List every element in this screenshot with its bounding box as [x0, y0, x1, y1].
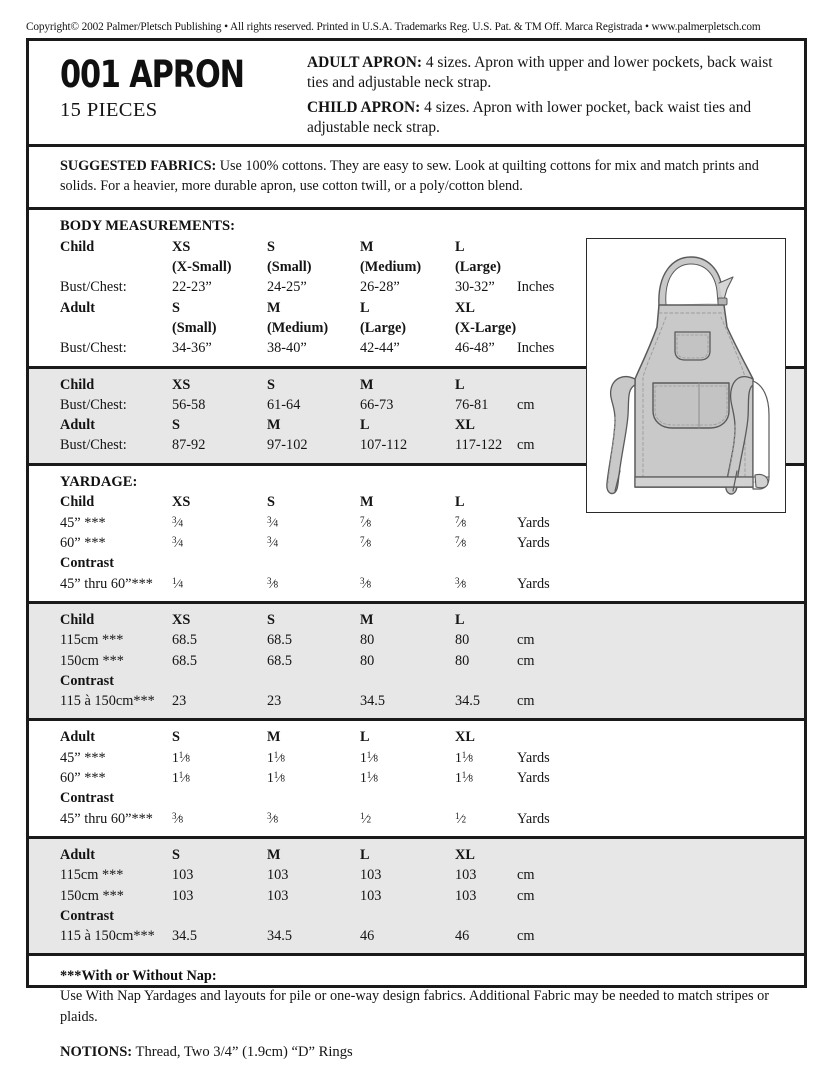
notions-line — [60, 1044, 782, 1061]
cell-value: 107-112 — [360, 437, 408, 454]
row-label: 115cm *** — [60, 867, 124, 884]
cell-value: $^1⁄_2$ — [360, 810, 372, 826]
size-header: M — [267, 846, 281, 863]
unit-label: Yards — [517, 770, 550, 787]
cell-value: 103 — [267, 867, 289, 884]
contrast-label: Contrast — [60, 907, 115, 924]
cell-value: 80 — [455, 652, 470, 669]
cell-value: $^7⁄_8$ — [360, 514, 372, 530]
cell-value: 103 — [360, 867, 382, 884]
row-label: 45” thru 60”*** — [60, 810, 153, 827]
size-header-full: (X-Small) — [172, 259, 232, 276]
size-header: M — [360, 238, 374, 255]
cell-value: 76-81 — [455, 396, 489, 413]
notions-label: NOTIONS: — [60, 1043, 133, 1060]
cell-value: $1^1⁄_8$ — [455, 749, 473, 765]
row-label: Bust/Chest: — [60, 437, 127, 454]
table-row — [29, 574, 804, 594]
size-header: XS — [172, 611, 191, 628]
yardage-adult-yards-section — [29, 721, 804, 835]
yardage-heading: YARDAGE: — [60, 473, 138, 490]
row-label: Adult — [60, 417, 95, 434]
cell-value: 80 — [455, 632, 470, 649]
suggested-fabrics-band — [29, 147, 804, 207]
cell-value: 34.5 — [455, 693, 481, 710]
row-label: Bust/Chest: — [60, 340, 127, 357]
row-label: Child — [60, 494, 95, 511]
unit-label: cm — [517, 928, 535, 945]
row-label — [60, 318, 172, 338]
table-row — [29, 768, 804, 788]
row-label: 45” *** — [60, 749, 106, 766]
cell-value: 80 — [360, 652, 375, 669]
cell-value: $^1⁄_4$ — [172, 575, 184, 591]
cell-value: 66-73 — [360, 396, 394, 413]
size-header: S — [267, 494, 275, 511]
nap-text: Use With Nap Yardages and layouts for pile or one-way design fabrics. Additional Fabric may be needed to match stripes or plaids. — [60, 988, 770, 1026]
cell-value: $^3⁄_4$ — [172, 535, 184, 551]
cell-value: 34.5 — [360, 693, 386, 710]
cell-value: $^3⁄_4$ — [267, 535, 279, 551]
size-header: M — [360, 376, 374, 393]
row-label: Adult — [60, 299, 95, 316]
cell-value: 68.5 — [267, 632, 293, 649]
cell-value: 46 — [455, 928, 470, 945]
cell-value: $^1⁄_2$ — [455, 810, 467, 826]
child-apron-description — [307, 98, 786, 137]
cell-value: 24-25” — [267, 279, 307, 296]
child-apron-text: 4 sizes. Apron with lower pocket, back waist ties and adjustable neck strap. — [307, 99, 752, 137]
cell-value: 23 — [172, 693, 187, 710]
cell-value: 103 — [172, 887, 194, 904]
table-row — [29, 630, 804, 650]
cell-value: $1^1⁄_8$ — [360, 770, 378, 786]
unit-label: cm — [517, 632, 535, 649]
cell-value: $1^1⁄_8$ — [172, 770, 190, 786]
cell-value: 68.5 — [172, 652, 198, 669]
cell-value: 46-48” — [455, 340, 495, 357]
table-row — [29, 748, 804, 768]
cell-value: $1^1⁄_8$ — [360, 749, 378, 765]
cell-value: 87-92 — [172, 437, 206, 454]
piece-count: 15 PIECES — [60, 99, 158, 121]
size-header: M — [267, 299, 281, 316]
row-label — [60, 257, 172, 277]
suggested-fabrics-text — [60, 156, 782, 197]
table-row — [29, 809, 804, 829]
unit-label: cm — [517, 396, 535, 413]
cell-value: $^3⁄_8$ — [172, 810, 184, 826]
contrast-label: Contrast — [60, 790, 115, 807]
row-label: Bust/Chest: — [60, 279, 127, 296]
size-header: S — [172, 729, 180, 746]
cell-value: $1^1⁄_8$ — [172, 749, 190, 765]
size-header-full: (Small) — [267, 259, 312, 276]
table-row — [29, 533, 804, 553]
row-label: Child — [60, 611, 95, 628]
cell-value: 103 — [455, 887, 477, 904]
table-row — [29, 727, 804, 747]
cell-value: 38-40” — [267, 340, 307, 357]
size-header: S — [172, 299, 180, 316]
unit-label: Yards — [517, 514, 550, 531]
size-header: M — [267, 417, 281, 434]
size-header-full: (Medium) — [267, 319, 329, 336]
cell-value: 103 — [360, 887, 382, 904]
apron-technical-drawing — [587, 239, 784, 511]
cell-value: $^3⁄_8$ — [360, 575, 372, 591]
size-header: L — [455, 494, 465, 511]
cell-value: 61-64 — [267, 396, 301, 413]
row-label: 150cm *** — [60, 887, 124, 904]
unit-label: Yards — [517, 535, 550, 552]
yardage-child-cm-section — [29, 604, 804, 718]
cell-value: $^3⁄_8$ — [267, 810, 279, 826]
size-header: XL — [455, 846, 475, 863]
table-row — [29, 865, 804, 885]
cell-value: 68.5 — [267, 652, 293, 669]
unit-label: Yards — [517, 810, 550, 827]
notes-band — [29, 956, 804, 1068]
size-header: XL — [455, 729, 475, 746]
size-header: M — [360, 611, 374, 628]
cell-value: 42-44” — [360, 340, 400, 357]
unit-label: Yards — [517, 575, 550, 592]
suggested-fabrics-label: SUGGESTED FABRICS: — [60, 157, 217, 174]
size-header: L — [360, 846, 370, 863]
unit-label: cm — [517, 867, 535, 884]
cell-value: $1^1⁄_8$ — [267, 749, 285, 765]
size-header: XL — [455, 299, 475, 316]
cell-value: 56-58 — [172, 396, 206, 413]
row-label: Adult — [60, 846, 95, 863]
row-label: Bust/Chest: — [60, 396, 127, 413]
suggested-fabrics-body: Use 100% cottons. They are easy to sew. Look at quilting cottons for mix and match prints and solids. For a heavier, more durable apron, use cotton twill, or a poly/cotton blend. — [60, 157, 759, 195]
size-header: S — [172, 417, 180, 434]
size-header: M — [360, 494, 374, 511]
size-header: S — [267, 611, 275, 628]
cell-value: 68.5 — [172, 632, 198, 649]
size-header-full: (X-Large) — [455, 319, 517, 336]
size-header: L — [455, 376, 465, 393]
size-header-full: (Large) — [360, 319, 407, 336]
cell-value: 34-36” — [172, 340, 212, 357]
size-header: L — [360, 729, 370, 746]
child-apron-label: CHILD APRON: — [307, 99, 421, 117]
row-label: 150cm *** — [60, 652, 124, 669]
contrast-label: Contrast — [60, 672, 115, 689]
row-label: Adult — [60, 729, 95, 746]
row-label: 115 à 150cm*** — [60, 693, 155, 710]
row-label: 60” *** — [60, 535, 106, 552]
pattern-envelope-back — [26, 38, 807, 1060]
title-column — [29, 48, 307, 122]
table-row — [29, 886, 804, 906]
cell-value: 22-23” — [172, 279, 212, 296]
header-band — [29, 41, 804, 144]
unit-label: cm — [517, 437, 535, 454]
unit-label: Inches — [517, 340, 555, 357]
size-header-full: (Medium) — [360, 259, 422, 276]
cell-value: 34.5 — [172, 928, 198, 945]
cell-value: 26-28” — [360, 279, 400, 296]
adult-apron-description — [307, 53, 786, 92]
cell-value: $^7⁄_8$ — [360, 535, 372, 551]
adult-apron-text: 4 sizes. Apron with upper and lower pockets, back waist ties and adjustable neck strap. — [307, 54, 773, 91]
table-row — [29, 788, 804, 808]
size-header: XS — [172, 494, 191, 511]
contrast-label: Contrast — [60, 555, 115, 572]
unit-label: cm — [517, 652, 535, 669]
row-label: Child — [60, 376, 95, 393]
size-header: L — [455, 238, 465, 255]
row-label: 60” *** — [60, 770, 106, 787]
unit-label: Yards — [517, 749, 550, 766]
size-header-full: (Small) — [172, 319, 217, 336]
table-row — [29, 906, 804, 926]
adult-apron-label: ADULT APRON: — [307, 54, 423, 71]
size-header: S — [267, 238, 275, 255]
table-row — [29, 691, 804, 711]
size-header: S — [172, 846, 180, 863]
table-row — [29, 553, 804, 573]
page-title: 001 APRON — [60, 53, 244, 96]
copyright-notice: Copyright© 2002 Palmer/Pletsch Publishing • All rights reserved. Printed in U.S.A. Trademarks Reg. U.S. Pat. & TM Off. Marca Registrada • www.palmerpletsch.com — [26, 21, 761, 33]
notions-text: Thread, Two 3/4” (1.9cm) “D” Rings — [132, 1043, 353, 1060]
body-measurements-heading: BODY MEASUREMENTS: — [60, 218, 236, 235]
yardage-adult-cm-section — [29, 839, 804, 953]
cell-value: $^3⁄_4$ — [267, 514, 279, 530]
cell-value: 46 — [360, 928, 375, 945]
size-header: XS — [172, 238, 191, 255]
row-label: 45” thru 60”*** — [60, 575, 153, 592]
cell-value: $^3⁄_8$ — [455, 575, 467, 591]
cell-value: $^3⁄_4$ — [172, 514, 184, 530]
table-row — [29, 845, 804, 865]
size-header: L — [360, 417, 370, 434]
size-header: L — [360, 299, 370, 316]
table-row — [29, 610, 804, 630]
row-label: 115cm *** — [60, 632, 124, 649]
row-label: Child — [60, 238, 95, 255]
size-header-full: (Large) — [455, 259, 502, 276]
unit-label: cm — [517, 693, 535, 710]
cell-value: $1^1⁄_8$ — [455, 770, 473, 786]
table-row — [29, 513, 804, 533]
unit-label: Inches — [517, 279, 555, 296]
description-column — [307, 48, 804, 138]
table-row — [29, 671, 804, 691]
apron-illustration-box — [586, 238, 786, 513]
nap-heading: ***With or Without Nap: — [60, 968, 217, 985]
row-label: 45” *** — [60, 514, 106, 531]
cell-value: 30-32” — [455, 279, 495, 296]
size-header: S — [267, 376, 275, 393]
unit-label: cm — [517, 887, 535, 904]
cell-value: 117-122 — [455, 437, 503, 454]
cell-value: 80 — [360, 632, 375, 649]
cell-value: 23 — [267, 693, 282, 710]
size-header: XL — [455, 417, 475, 434]
table-row — [29, 651, 804, 671]
cell-value: $1^1⁄_8$ — [267, 770, 285, 786]
row-label: 115 à 150cm*** — [60, 928, 155, 945]
size-header: M — [267, 729, 281, 746]
size-header: L — [455, 611, 465, 628]
cell-value: $^7⁄_8$ — [455, 535, 467, 551]
cell-value: 34.5 — [267, 928, 293, 945]
cell-value: 103 — [172, 867, 194, 884]
table-row — [29, 926, 804, 946]
cell-value: $^7⁄_8$ — [455, 514, 467, 530]
size-header: XS — [172, 376, 191, 393]
cell-value: 103 — [455, 867, 477, 884]
cell-value: 97-102 — [267, 437, 308, 454]
cell-value: 103 — [267, 887, 289, 904]
cell-value: $^3⁄_8$ — [267, 575, 279, 591]
